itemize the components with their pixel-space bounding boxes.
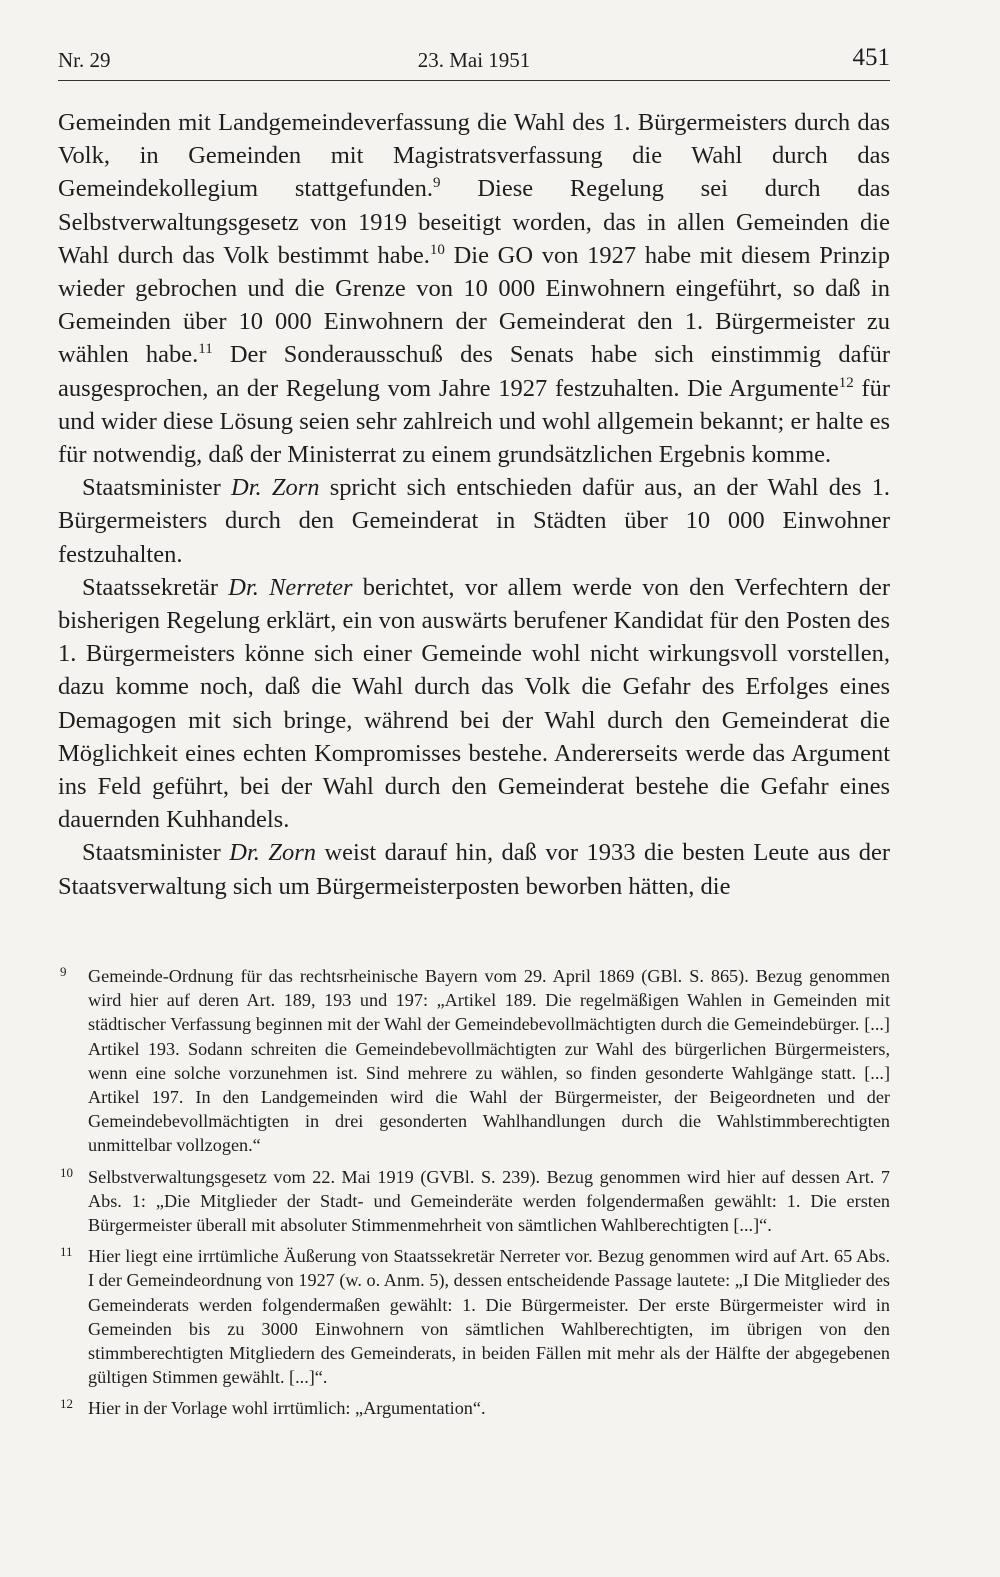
footnote-text: Hier in der Vorlage wohl irrtümlich: „Argumentation“.: [88, 1398, 486, 1419]
text-run: berichtet, vor allem werde von den Verfechtern der bisherigen Regelung erklärt, ein von auswärts berufener Kandidat für den Posten des 1. Bürgermeisters könne sich einer Gemeinde wohl nicht wirkungsvoll vorstellen, dazu komme noch, daß die Wahl durch das Volk die Gefahr des Erfolges eines Demagogen mit sich bringe, während bei der Wahl durch den Gemeinderat die Möglichkeit eines echten Kompromisses bestehe. Andererseits werde das Argument ins Feld geführt, bei der Wahl durch den Gemeinderat bestehe die Gefahr eines dauernden Kuhhandels.: [58, 573, 890, 834]
footnote-number: 10: [60, 1164, 73, 1180]
footnote-ref-10: 10: [429, 241, 445, 258]
speaker-name: Dr. Zorn: [231, 474, 320, 502]
footnote-ref-9: 9: [432, 175, 441, 192]
header-rule: [58, 80, 890, 81]
text-run: spricht sich entschieden dafür aus, an der Wahl des 1. Bürgermeisters durch den Gemeinderat in Städten über 10 000 Einwohner festzuhalten.: [58, 474, 890, 568]
text-run: für und wider diese Lösung seien sehr zahlreich und wohl allgemein bekannt; er halte es für notwendig, daß der Ministerrat zu einem grundsätzlichen Ergebnis komme.: [58, 374, 890, 469]
text-run: Der Sonderausschuß des Senats habe sich einstimmig dafür ausgesprochen, an der Regelung vom Jahre 1927 festzuhalten. Die Argumente: [58, 341, 891, 402]
footnote-text: Selbstverwaltungsgesetz vom 22. Mai 1919 (GVBl. S. 239). Bezug genommen wird hier auf dessen Art. 7 Abs. 1: „Die Mitglieder der Stadt- und Gemeinderäte werden folgendermaßen gewählt: 1. Die ersten Bürgermeister überall mit absoluter Stimmenmehrheit von sämtlichen Wahlberechtigten [...]“.: [88, 1166, 890, 1236]
header-date: 23. Mai 1951: [417, 48, 531, 72]
speaker-name: Dr. Nerreter: [228, 573, 353, 601]
main-text: [58, 106, 890, 903]
footnote-number: 12: [60, 1396, 73, 1412]
footnote-text: Hier liegt eine irrtümliche Äußerung von Staatssekretär Nerreter vor. Bezug genommen wird auf Art. 65 Abs. I der Gemeindeordnung von 1927 (w. o. Anm. 5), dessen entscheidende Passage lautete: „I Die Mitglieder des Gemeinderats werden folgendermaßen gewählt: 1. Die Bürgermeister. Der erste Bürgermeister wird in Gemeinden bis zu 3000 Einwohnern von sämtlichen Wahlberechtigten, im übrigen von den stimmberechtigten Mitgliedern des Gemeinderats, in beiden Fällen mit mehr als der Hälfte der abgegebenen gültigen Stimmen gewählt. [...]“.: [88, 1246, 890, 1388]
footnote: [58, 1396, 890, 1420]
paragraph-3: [58, 571, 890, 837]
text-run: Staatsminister: [82, 839, 230, 867]
footnote: [58, 1244, 890, 1389]
speaker-name: Dr. Zorn: [229, 839, 317, 867]
issue-number: Nr. 29: [58, 48, 111, 72]
text-run: Gemeinden mit Landgemeindeverfassung die Wahl des 1. Bürgermeisters durch das Volk, in Gemeinden mit Magistratsverfassung die Wahl durch das Gemeindekollegium stattgefunden.: [58, 109, 890, 203]
text-run: Diese Regelung sei durch das Selbstverwaltungsgesetz von 1919 beseitigt worden, das in allen Gemeinden die Wahl durch das Volk bestimmt habe.: [58, 175, 890, 269]
footnote: [58, 1165, 890, 1238]
footnote-number: 9: [60, 964, 67, 979]
paragraph-1: [58, 106, 890, 471]
footnote-text: Gemeinde-Ordnung für das rechtsrheinische Bayern vom 29. April 1869 (GBl. S. 865). Bezug genommen wird hier auf deren Art. 189, 193 und 197: „Artikel 189. Die regelmäßigen Wahlen in Gemeinden mit städtischer Verfassung beginnen mit der Wahl der Gemeindebevollmächtigten durch die Gemeindebürger. [...] Artikel 193. Sodann schreiten die Gemeindebevollmächtigten zur Wahl des bürgerlichen Bürgermeisters, wenn eine solche vorzunehmen ist. Sind mehrere zu wählen, so finden gesonderte Wahlgänge statt. [...] Artikel 197. In den Landgemeinden wird die Wahl der Bürgermeister, der Beigeordneten und der Gemeindebevollmächtigten in drei gesonderten Wahlhandlungen durch die Wahlstimmberechtigten unmittelbar vollzogen.“: [88, 966, 890, 1156]
text-run: Staatsminister: [82, 474, 232, 502]
text-run: Staatssekretär: [82, 573, 229, 601]
footnote: [58, 964, 890, 1158]
paragraph-2: [58, 471, 890, 571]
text-run: Die GO von 1927 habe mit diesem Prinzip wieder gebrochen und die Grenze von 10 000 Einwohnern eingeführt, so daß in Gemeinden über 10 000 Einwohnern der Gemeinderat den 1. Bürgermeister zu wählen habe.: [58, 241, 890, 369]
footnote-ref-11: 11: [198, 341, 213, 358]
running-header: [58, 42, 890, 76]
footnotes: [58, 964, 890, 1428]
footnote-ref-12: 12: [838, 374, 854, 391]
page-number: 451: [852, 44, 890, 71]
text-run: weist darauf hin, daß vor 1933 die besten Leute aus der Staatsverwaltung sich um Bürgermeisterposten beworben hätten, die: [58, 839, 890, 900]
footnote-number: 11: [60, 1244, 73, 1260]
paragraph-4: [58, 836, 890, 902]
